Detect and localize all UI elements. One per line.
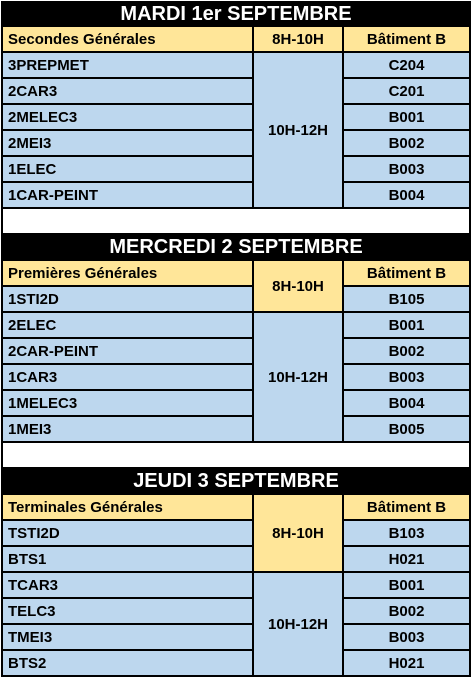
class-cell: BTS1 xyxy=(1,547,254,573)
class-cell: 2MEI3 xyxy=(1,131,254,157)
class-cell: 1MEI3 xyxy=(1,417,254,443)
room-cell: B002 xyxy=(344,131,471,157)
class-cell: 2MELEC3 xyxy=(1,105,254,131)
room-cell: B004 xyxy=(344,183,471,209)
class-cell: 2ELEC xyxy=(1,313,254,339)
room-cell: B001 xyxy=(344,573,471,599)
room-cell: B002 xyxy=(344,339,471,365)
day-title: MARDI 1er SEPTEMBRE xyxy=(1,1,471,27)
room-cell: B005 xyxy=(344,417,471,443)
room-cell: B002 xyxy=(344,599,471,625)
class-cell: 1CAR-PEINT xyxy=(1,183,254,209)
class-cell: TCAR3 xyxy=(1,573,254,599)
class-cell: TELC3 xyxy=(1,599,254,625)
room-cell: B103 xyxy=(344,521,471,547)
time-slot-cell: 10H-12H xyxy=(254,313,344,443)
room-cell: B001 xyxy=(344,313,471,339)
room-cell: B003 xyxy=(344,625,471,651)
class-cell: 1ELEC xyxy=(1,157,254,183)
group-header: Secondes Générales xyxy=(1,27,254,53)
class-cell: 1MELEC3 xyxy=(1,391,254,417)
class-cell: 3PREPMET xyxy=(1,53,254,79)
building-header: Bâtiment B xyxy=(344,495,471,521)
day-title: MERCREDI 2 SEPTEMBRE xyxy=(1,235,471,261)
section-gap xyxy=(1,443,471,469)
class-cell: BTS2 xyxy=(1,651,254,677)
class-cell: 1CAR3 xyxy=(1,365,254,391)
room-cell: B001 xyxy=(344,105,471,131)
schedule-sheet xyxy=(1,1,471,672)
room-cell: H021 xyxy=(344,651,471,677)
class-cell: 1STI2D xyxy=(1,287,254,313)
section-gap xyxy=(1,209,471,235)
group-header: Terminales Générales xyxy=(1,495,254,521)
room-cell: B003 xyxy=(344,365,471,391)
room-cell: C204 xyxy=(344,53,471,79)
time-header: 8H-10H xyxy=(254,27,344,53)
time-slot-cell: 8H-10H xyxy=(254,261,344,313)
class-cell: TSTI2D xyxy=(1,521,254,547)
group-header: Premières Générales xyxy=(1,261,254,287)
room-cell: C201 xyxy=(344,79,471,105)
class-cell: 2CAR-PEINT xyxy=(1,339,254,365)
time-slot-cell: 8H-10H xyxy=(254,495,344,573)
building-header: Bâtiment B xyxy=(344,261,471,287)
class-cell: 2CAR3 xyxy=(1,79,254,105)
schedule-grid xyxy=(1,1,471,677)
room-cell: B105 xyxy=(344,287,471,313)
room-cell: B003 xyxy=(344,157,471,183)
time-slot-cell: 10H-12H xyxy=(254,53,344,209)
building-header: Bâtiment B xyxy=(344,27,471,53)
day-title: JEUDI 3 SEPTEMBRE xyxy=(1,469,471,495)
time-slot-cell: 10H-12H xyxy=(254,573,344,677)
class-cell: TMEI3 xyxy=(1,625,254,651)
room-cell: H021 xyxy=(344,547,471,573)
room-cell: B004 xyxy=(344,391,471,417)
